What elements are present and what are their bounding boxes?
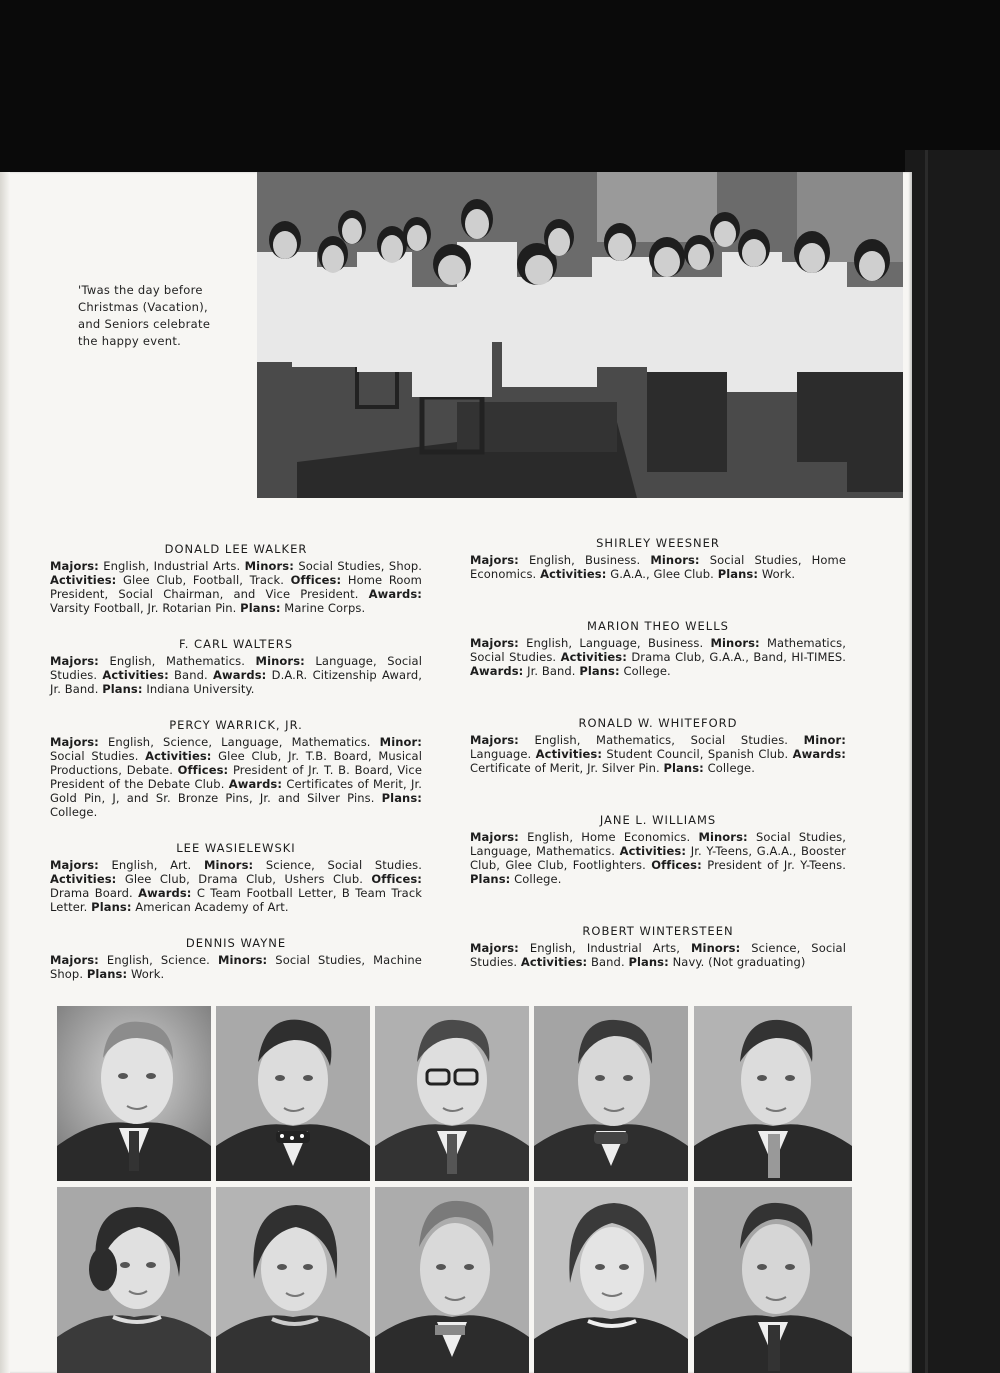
senior-name: DONALD LEE WALKER bbox=[164, 542, 308, 556]
senior-name: SHIRLEY WEESNER bbox=[596, 536, 720, 550]
biography-column-left bbox=[50, 542, 422, 1003]
caption-line: and Seniors celebrate bbox=[78, 317, 211, 331]
senior-details: Majors: English, Mathematics, Social Studies. Minor: Language. Activities: Student Council, Spanish Club. Awards: Certificate of Merit, Jr. Silver Pin. Plans: College. bbox=[470, 733, 846, 775]
senior-entry bbox=[470, 716, 846, 775]
photo-caption bbox=[78, 282, 228, 350]
portrait-photo bbox=[57, 1187, 211, 1373]
senior-details: Majors: English, Language, Business. Minors: Mathematics, Social Studies. Activities: Drama Club, G.A.A., Band, HI-TIMES. Awards: Jr. Band. Plans: College. bbox=[470, 636, 846, 678]
portrait-photo bbox=[694, 1006, 852, 1181]
senior-details: Majors: English, Industrial Arts, Minors: Science, Social Studies. Activities: Band. Plans: Navy. (Not graduating) bbox=[470, 941, 847, 969]
caption-line: 'Twas the day before bbox=[78, 283, 203, 297]
senior-details: Majors: English, Art. Minors: Science, Social Studies. Activities: Glee Club, Drama Club, Ushers Club. Offices: Drama Board. Awards: C Team Football Letter, B Team Track Letter. Plans: American Academy of Art. bbox=[50, 858, 422, 914]
senior-details: Majors: English, Science. Minors: Social Studies, Machine Shop. Plans: Work. bbox=[50, 953, 422, 981]
portrait-photo bbox=[57, 1006, 211, 1181]
caption-line: Christmas (Vacation), bbox=[78, 300, 208, 314]
portrait-photo bbox=[534, 1187, 688, 1373]
senior-details: Majors: English, Business. Minors: Social Studies, Home Economics. Activities: G.A.A., Glee Club. Plans: Work. bbox=[470, 553, 846, 581]
senior-details: Majors: English, Home Economics. Minors: Social Studies, Language, Mathematics. Activities: Jr. Y-Teens, G.A.A., Booster Club, Glee Club, Footlighters. Offices: President of Jr. Y-Teens. Plans: College. bbox=[470, 830, 846, 886]
senior-details: Majors: English, Science, Language, Mathematics. Minor: Social Studies. Activities: Glee Club, Jr. T.B. Board, Musical Productions, Debate. Offices: President of Jr. T. B. Board, Vice President of the Debate Club. Awards: Certificates of Merit, Jr. Gold Pin, J, and Sr. Bronze Pins, Jr. and Silver Pins. Plans: College. bbox=[50, 735, 422, 819]
senior-portrait-grid bbox=[57, 1006, 852, 1373]
portrait-photo bbox=[534, 1006, 688, 1181]
senior-entry bbox=[470, 536, 846, 581]
senior-entry bbox=[470, 619, 846, 678]
senior-entry bbox=[50, 936, 422, 981]
biography-column-right bbox=[470, 536, 846, 991]
portrait-photo bbox=[216, 1187, 370, 1373]
senior-name: PERCY WARRICK, JR. bbox=[169, 718, 303, 732]
senior-entry bbox=[470, 813, 846, 886]
page-binding-shadow bbox=[0, 172, 10, 1373]
yearbook-page bbox=[0, 172, 912, 1373]
senior-name: MARION THEO WELLS bbox=[587, 619, 729, 633]
senior-entry bbox=[50, 637, 422, 696]
portrait-photo bbox=[375, 1187, 529, 1373]
group-photo bbox=[257, 172, 903, 498]
senior-name: LEE WASIELEWSKI bbox=[176, 841, 296, 855]
senior-details: Majors: English, Mathematics. Minors: Language, Social Studies. Activities: Band. Awards: D.A.R. Citizenship Award, Jr. Band. Plans: Indiana University. bbox=[50, 654, 422, 696]
portrait-photo bbox=[694, 1187, 852, 1373]
book-spine-edge bbox=[905, 150, 1000, 1373]
senior-name: F. CARL WALTERS bbox=[178, 637, 294, 651]
senior-name: DENNIS WAYNE bbox=[185, 936, 287, 950]
senior-entry bbox=[50, 542, 422, 615]
senior-entry bbox=[50, 718, 422, 819]
caption-line: the happy event. bbox=[78, 334, 182, 348]
group-photo-drawing bbox=[257, 172, 903, 498]
senior-name: JANE L. WILLIAMS bbox=[599, 813, 717, 827]
dark-background-top bbox=[0, 0, 1000, 190]
senior-name: RONALD W. WHITEFORD bbox=[578, 716, 738, 730]
senior-name: ROBERT WINTERSTEEN bbox=[582, 924, 734, 938]
senior-entry bbox=[50, 841, 422, 914]
portrait-photo bbox=[216, 1006, 370, 1181]
portrait-photo bbox=[375, 1006, 529, 1181]
senior-details: Majors: English, Industrial Arts. Minors: Social Studies, Shop. Activities: Glee Club, Football, Track. Offices: Home Room President, Social Chairman, and Vice President. Awards: Varsity Football, Jr. Rotarian Pin. Plans: Marine Corps. bbox=[50, 559, 422, 615]
senior-entry bbox=[470, 924, 846, 969]
